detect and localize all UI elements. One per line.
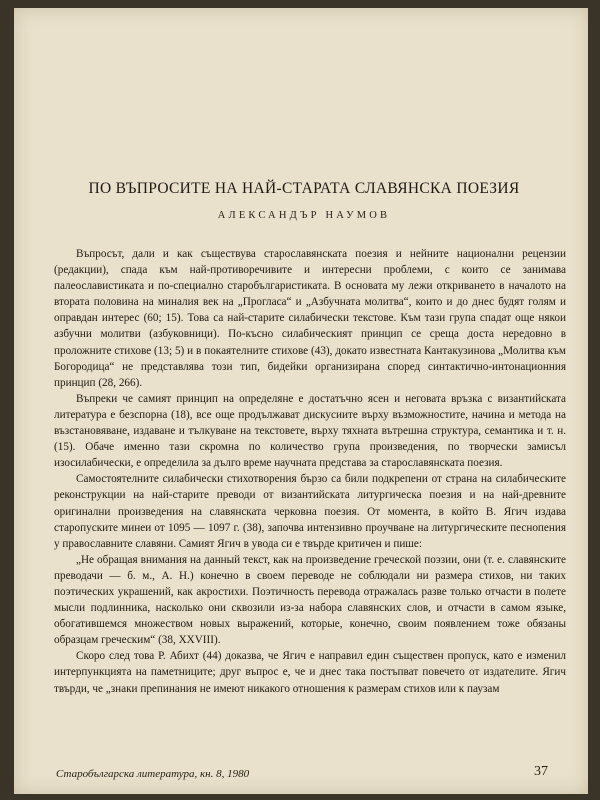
article-body: [54, 246, 566, 697]
article-title: ПО ВЪПРОСИТЕ НА НАЙ-СТАРАТА СЛАВЯНСКА ПОЕЗИЯ: [88, 180, 520, 197]
paragraph: Самостоятелните силабически стихотворения бързо са били подкрепени от страна на силабическите реконструкции на най-старите преводи от византийската литургическа поезия и на най-древните оригинални произведения на славянската черковна поезия. От момента, в който В. Ягич издава старопуските минеи от 1095 — 1097 г. (38), започва интензивно проучване на литургическите песнопения у православните славяни. Самият Ягич в увода си е твърде критичен и пише:: [54, 473, 566, 550]
article-author: АЛЕКСАНДЪР НАУМОВ: [217, 210, 391, 221]
journal-citation: Старобългарска литература, кн. 8, 1980: [56, 768, 250, 780]
page-number: 37: [534, 764, 548, 779]
paragraph: Въпреки че самият принцип на определяне е достатъчно ясен и неговата връзка с византийската литература е безспорна (18), все още продължават дискусиите върху възможностите, начина и метода на възстановяване, издаване и тълкуване на текстовете, върху тяхната вътрешна структура, семантика и т. н. (15). Обаче именно тази скромна по количество група произведения, по творчески замисъл изосилабически, е определила за дълго време научната представа за старославянската поезия.: [54, 392, 566, 470]
journal-page: [14, 8, 588, 794]
paragraph: Скоро след това Р. Абихт (44) доказва, че Ягич е направил един съществен пропуск, като е изменил интерпункцията на паметниците; друг въпрос е, че и днес така постъпват повечето от издателите. Ягич твърди, че „знаки препинания не имеют никакого отношения к размерам стихов или к паузам: [54, 650, 566, 695]
block-quote: „Не обращая внимания на данный текст, как на произведение греческой поэзии, они (т. е. славянските преводачи — б. м., А. Н.) конечно в своем переводе не соблюдали ни размера стихов, ни таких поэтических украшений, как акростихи. Поэтичность перевода отражалась разве только отчасти в полете мысли подлинника, насколько они сквозили из-за набора славянских слов, и отчасти в самом языке, обогатившемся множеством новых выражений, которые, конечно, своим появлением тоже обязаны образцам греческим“ (38, XXVIII).: [54, 553, 566, 647]
paragraph: Въпросът, дали и как съществува старославянската поезия и нейните национални рецензии (редакции), спада към най-противоречивите и интересни проблеми, с които се занимава палеославистиката и по-специално старобългаристиката. В основата му лежи откриването в началото на втората половина на миналия век на „Проглаcа“ и „Азбучната молитва“, които и до днес будят голям и оправдан интерес (60; 15). Това са най-старите силабически текстове. Към тази група спадат още някои азбучни молитви (азбуковници). По-късно силабическият принцип се среща доста нередовно в проложните стихове (13; 5) и в покаятелните стихове (43), докато известната Кантакузинова „Молитва към Богородица“ не представлява този тип, бидейки организирана според синтактично-интонационния принцип (28, 266).: [54, 248, 566, 389]
